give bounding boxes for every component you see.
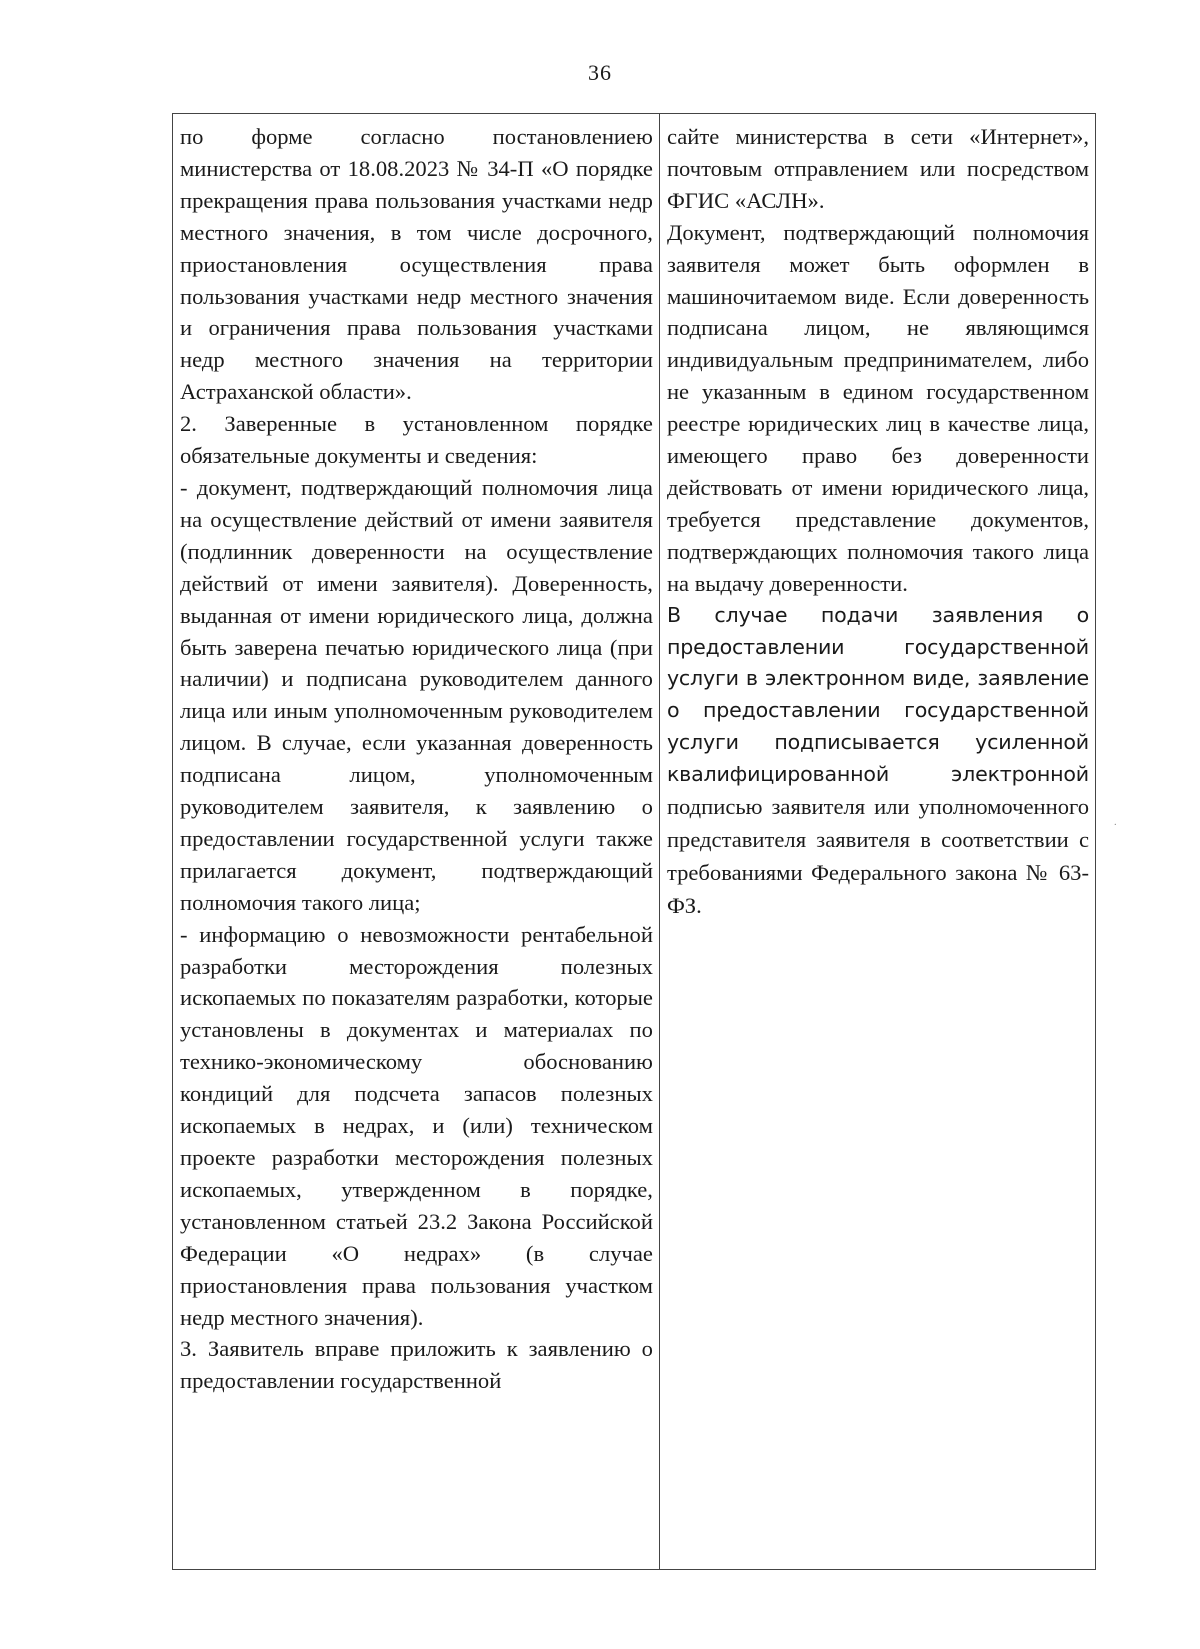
left-para-5: 3. Заявитель вправе приложить к заявлению о предоставлении государственной xyxy=(180,1336,653,1394)
right-para-3-main: В случае подачи заявления о предоставлении государственной услуги в электронном виде, заявление о предоставлении государственной услуги подписывается усиленной квалифицированной электронной xyxy=(666,602,1089,787)
right-para-2: Документ, подтверждающий полномочия заявителя может быть оформлен в машиночитаемом виде. Если доверенность подписана лицом, не являющимся индивидуальным предпринимателем, либо не указанным в едином государственном реестре юридических лиц в качестве лица, имеющего право без доверенности действовать от имени юридического лица, требуется представление документов, подтверждающих полномочия такого лица на выдачу доверенности. xyxy=(666,219,1089,596)
page-number: 36 xyxy=(588,60,612,85)
left-para-1: по форме согласно постановлениею министерства от 18.08.2023 № 34-П «О порядке прекращения права пользования участками недр местного значения, в том числе досрочного, приостановления осуществления права пользования участками недр местного значения и ограничения права пользования участками недр местного значения на территории Астраханской области». xyxy=(180,124,653,405)
document-table xyxy=(172,113,1096,1570)
right-para-3 xyxy=(667,600,1089,923)
left-para-2: 2. Заверенные в установленном порядке обязательные документы и сведения: xyxy=(180,411,653,469)
right-para-3-tail: подписью заявителя или уполномоченного представителя заявителя в соответствии с требованиями Федерального закона № 63-ФЗ. xyxy=(666,794,1089,918)
scan-speck: · xyxy=(1113,820,1117,831)
right-para-1: сайте министерства в сети «Интернет», почтовым отправлением или посредством ФГИС «АСЛН». xyxy=(666,124,1089,213)
left-para-4: - информацию о невозможности рентабельной разработки месторождения полезных ископаемых по показателям разработки, которые установлены в документах и материалах по технико-экономическому обоснованию кондиций для подсчета запасов полезных ископаемых в недрах, и (или) техническом проекте разработки месторождения полезных ископаемых, утвержденном в порядке, установленном статьей 23.2 Закона Российской Федерации «О недрах» (в случае приостановления права пользования участком недр местного значения). xyxy=(180,921,653,1330)
table-left-column xyxy=(173,114,660,1569)
table-right-column xyxy=(660,114,1095,1569)
left-para-3: - документ, подтверждающий полномочия лица на осуществление действий от имени заявителя (подлинник доверенности на осуществление действий от имени заявителя). Доверенность, выданная от имени юридического лица, должна быть заверена печатью юридического лица (при наличии) и подписана руководителем данного лица или иным уполномоченным руководителем лицом. В случае, если указанная доверенность подписана лицом, уполномоченным руководителем заявителя, к заявлению о предоставлении государственной услуги также прилагается документ, подтверждающий полномочия такого лица; xyxy=(180,474,653,915)
